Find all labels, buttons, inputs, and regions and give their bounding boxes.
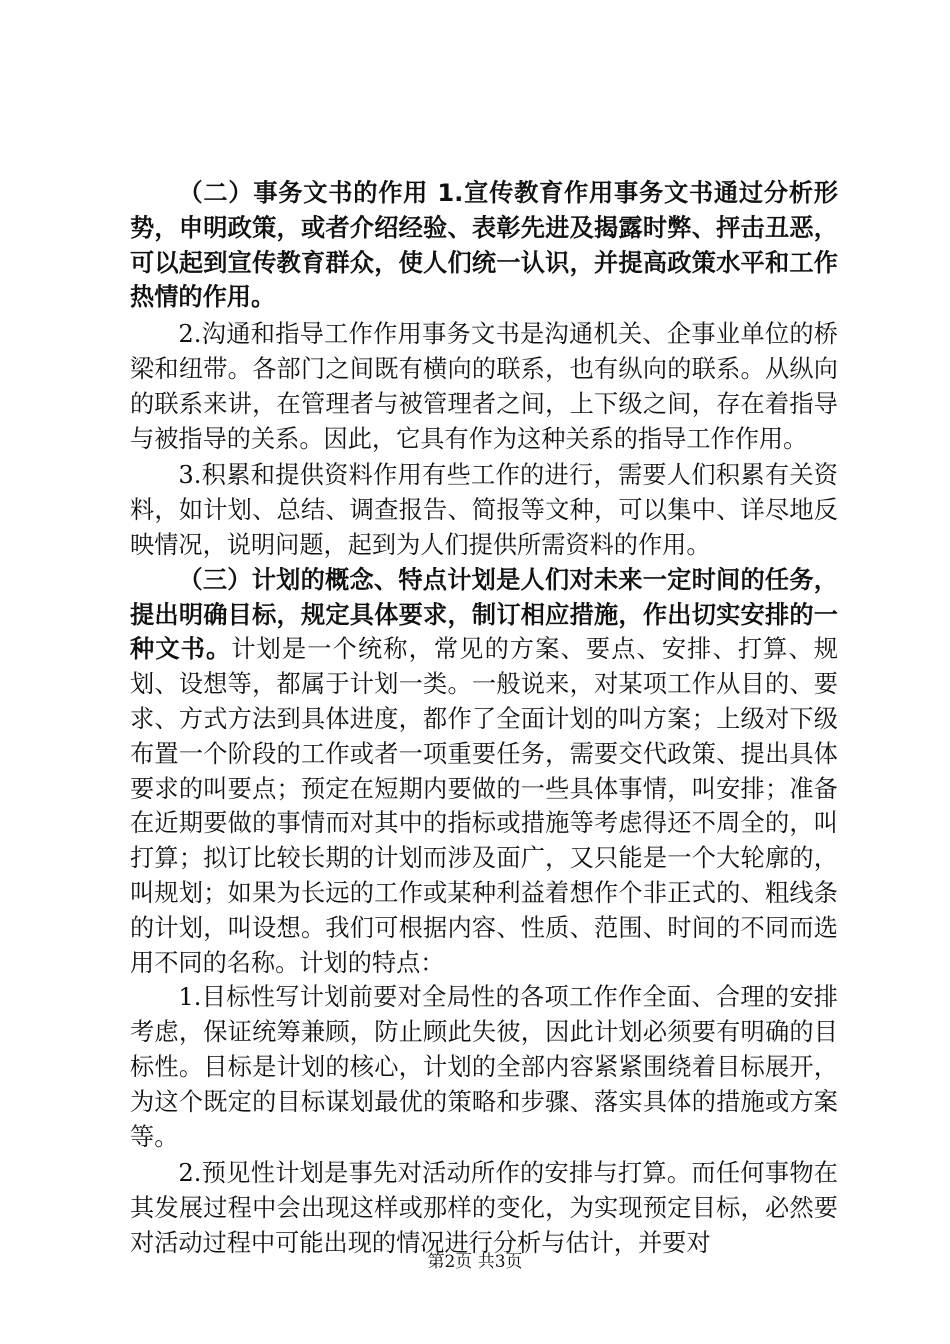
paragraph-text: 2.沟通和指导工作作用事务文书是沟通机关、企事业单位的桥梁和纽带。各部门之间既有横向的联系，也有纵向的联系。从纵向的联系来讲，在管理者与被管理者之间，上下级之间，存在着指导与被指导的关系。因此，它具有作为这种关系的指导工作作用。 xyxy=(130,320,838,453)
paragraph-bold-text: （二）事务文书的作用 1.宣传教育作用事务文书通过分析形势，申明政策，或者介绍经验、表彰先进及揭露时弊、抨击丑恶，可以起到宣传教育群众，使人们统一认识，并提高政策水平和工作热情的作用。 xyxy=(130,179,838,312)
paragraph-item-3 xyxy=(130,458,838,562)
paragraph-text: 2.预见性计划是事先对活动所作的安排与打算。而任何事物在其发展过程中会出现这样或那样的变化，为实现预定目标，必然要对活动过程中可能出现的情况进行分析与估计，并要对 xyxy=(130,1159,838,1257)
paragraph-text: 1.目标性写计划前要对全局性的各项工作作全面、合理的安排考虑，保证统筹兼顾，防止顾此失彼，因此计划必须要有明确的目标性。目标是计划的核心，计划的全部内容紧紧围绕着目标展开，为这个既定的目标谋划最优的策略和步骤、落实具体的措施或方案等。 xyxy=(130,983,838,1151)
paragraph-feature-1 xyxy=(130,980,838,1154)
paragraph-text: 计划是一个统称，常见的方案、要点、安排、打算、规划、设想等，都属于计划一类。一般说来，对某项工作从目的、要求、方式方法到具体进度，都作了全面计划的叫方案；上级对下级布置一个阶段的工作或者一项重要任务，需要交代政策、提出具体要求的叫要点；预定在短期内要做的一些具体事情，叫安排；准备在近期要做的事情而对其中的指标或措施等考虑得还不周全的，叫打算；拟订比较长期的计划而涉及面广，又只能是一个大轮廓的，叫规划；如果为长远的工作或某种利益着想作个非正式的、粗线条的计划，叫设想。我们可根据内容、性质、范围、时间的不同而选用不同的名称。计划的特点： xyxy=(130,635,838,977)
paragraph-text: 3.积累和提供资料作用有些工作的进行，需要人们积累有关资料，如计划、总结、调查报告、简报等文种，可以集中、详尽地反映情况，说明问题，起到为人们提供所需资料的作用。 xyxy=(130,461,838,559)
page-footer: 第2页 共3页 xyxy=(427,1252,523,1272)
paragraph-section-three xyxy=(130,563,838,981)
paragraph-bold-text: （三）计划的概念、特点计划是人们对未来一定时间的任务，提出明确目标，规定具体要求，制订相应措施，作出切实安排的一种文书。 xyxy=(130,565,838,664)
document-body xyxy=(130,176,838,1261)
paragraph-item-2 xyxy=(130,317,838,456)
paragraph-section-two xyxy=(130,176,838,315)
paragraph-feature-2 xyxy=(130,1156,838,1260)
